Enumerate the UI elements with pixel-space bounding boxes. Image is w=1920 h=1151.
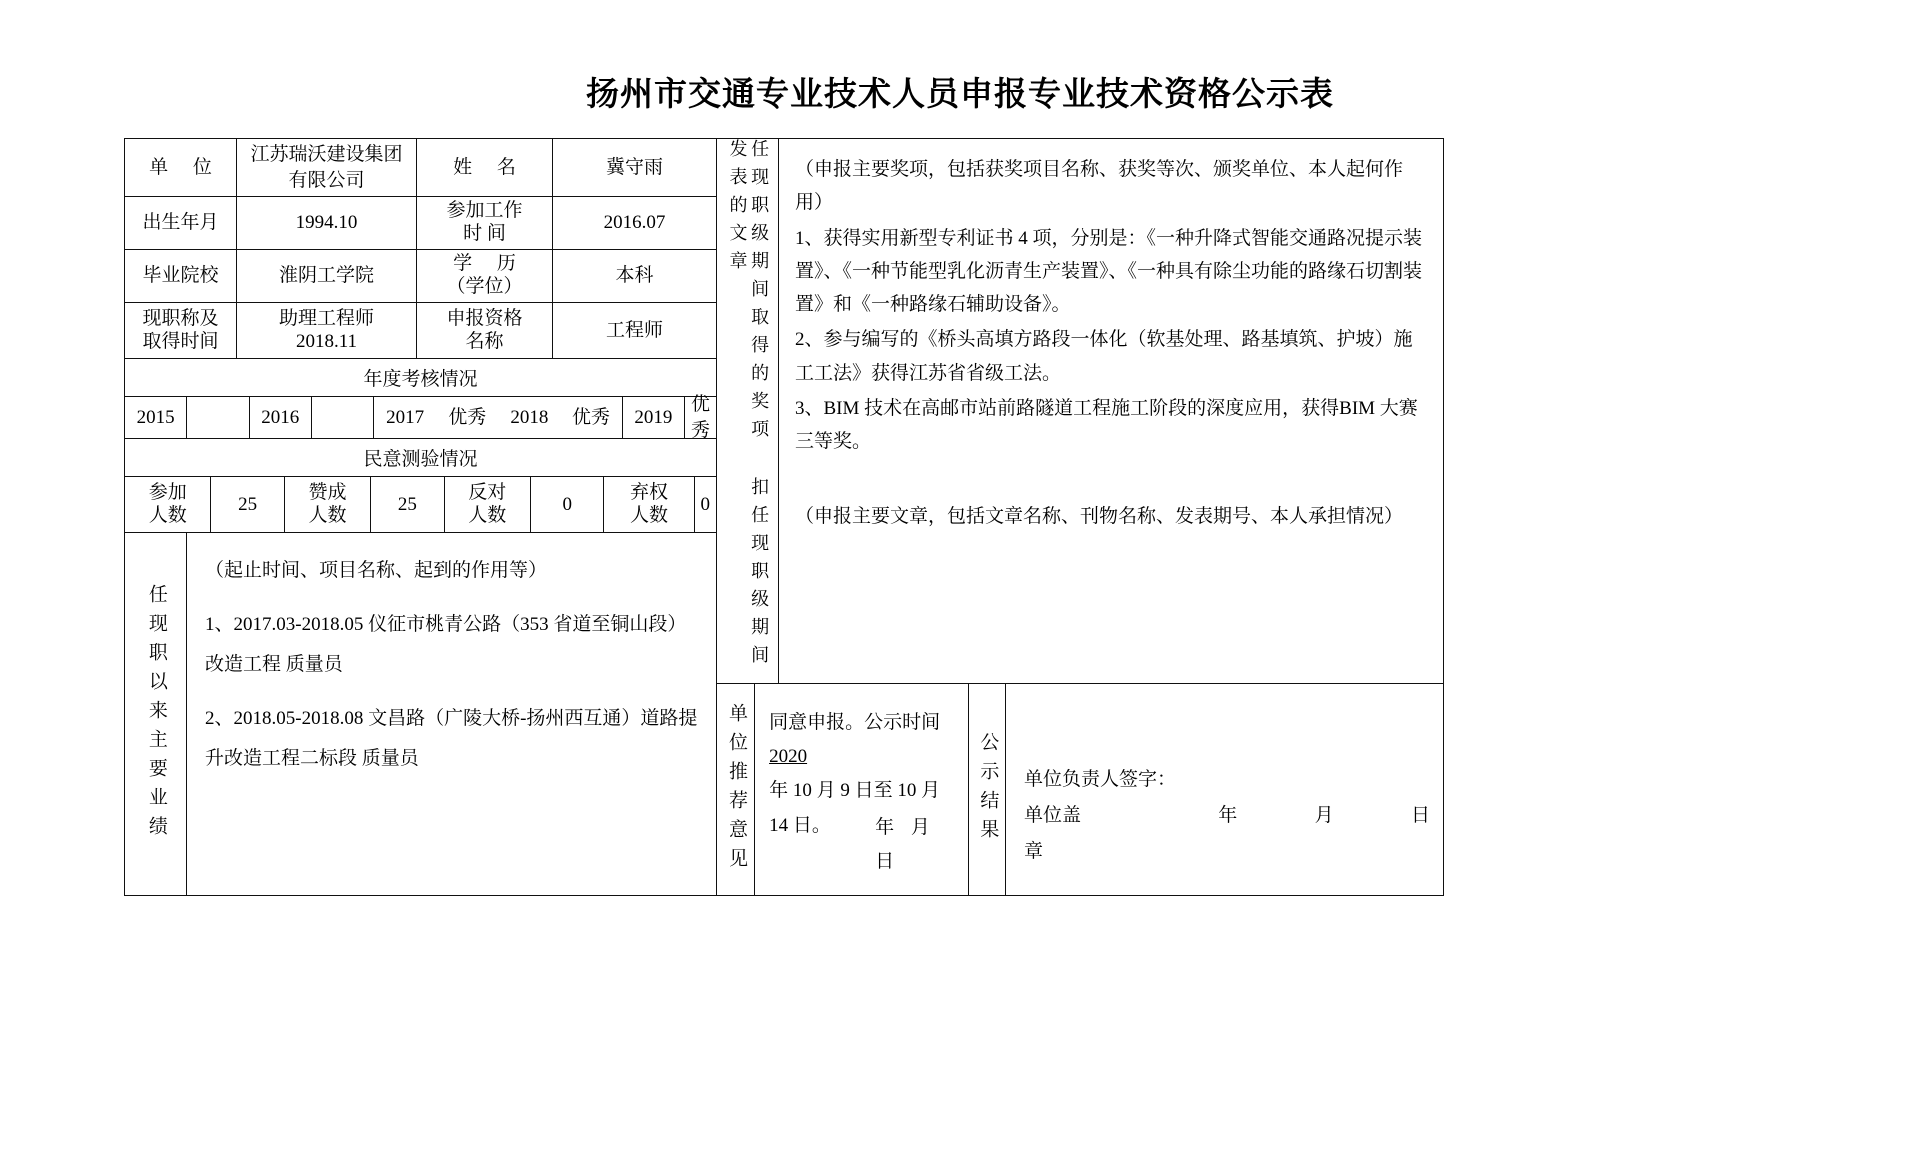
signature-stamp-label: 单位盖章 [1023, 805, 1081, 863]
poll-label-approve-line1: 赞成 [308, 481, 347, 503]
recommendation-section [717, 684, 1444, 895]
poll-label-approve-line2: 人数 [308, 504, 347, 526]
row-current-title-apply [125, 303, 716, 359]
awards-side-label [717, 139, 779, 683]
assessment-year-2016: 2016 [250, 397, 312, 438]
poll-label-oppose [445, 477, 531, 532]
recommendation-line-2: 年 10 月 9 日至 10 月 14 日。 [769, 780, 941, 836]
form-right-column [717, 139, 1444, 895]
signature-spacer-3 [1334, 798, 1411, 870]
row-assessment-header [125, 359, 716, 397]
signature-month: 月 [1314, 805, 1334, 827]
value-work-start: 2016.07 [603, 212, 666, 234]
label-birth: 出生年月 [125, 197, 237, 249]
result-side-label-text: 公示结果 [977, 731, 999, 848]
label-name: 姓 名 [417, 139, 553, 196]
poll-label-abstain [604, 477, 694, 532]
awards-section [717, 139, 1444, 684]
poll-label-abstain-line1: 弃权 [629, 481, 668, 503]
label-unit: 单 位 [125, 139, 237, 196]
label-degree [417, 250, 553, 302]
poll-value-participants: 25 [211, 477, 284, 532]
signature-line-1: 单位负责人签字： [1023, 769, 1176, 790]
value-current-title-line2: 2018.11 [295, 330, 358, 352]
assessment-year-2019: 2019 [623, 397, 685, 438]
achievements-item-2: 2、2018.05-2018.08 文昌路（广陵大桥-扬州西互通）道路提升改造工程二标段 质量员 [205, 707, 698, 769]
signature-line-2 [1024, 798, 1430, 870]
achievements-item-1: 1、2017.03-2018.05 仪征市桃青公路（353 省道至铜山段）改造工程 质量员 [205, 613, 687, 675]
awards-note: （申报主要奖项，包括获奖项目名称、获奖等次、颁奖单位、本人起何作用） [795, 159, 1404, 214]
signature-spacer-1 [1089, 798, 1218, 870]
row-birth-workstart [125, 197, 716, 250]
row-school-degree [125, 250, 716, 303]
assessment-year-2015: 2015 [125, 397, 187, 438]
row-assessment-values [125, 393, 716, 441]
value-degree: 本科 [615, 265, 654, 287]
label-work-start [417, 197, 553, 249]
value-birth: 1994.10 [237, 197, 417, 249]
awards-item-2: 2、参与编写的《桥头高填方路段一体化（软基处理、路基填筑、护坡）施工工法》获得江苏省省级工法。 [795, 329, 1413, 384]
label-work-start-line2: 时 间 [463, 223, 506, 244]
form-left-column [125, 139, 717, 895]
label-current-title [125, 303, 237, 358]
signature-year: 年 [1218, 805, 1238, 827]
label-degree-line2: （学位） [446, 276, 523, 297]
achievements-side-label [125, 533, 187, 895]
page-title: 扬州市交通专业技术人员申报专业技术资格公示表 [586, 75, 1334, 112]
row-unit-name [125, 139, 716, 197]
assessment-result-2019: 优秀 [690, 393, 710, 441]
poll-value-approve: 25 [371, 477, 444, 532]
label-apply-title [417, 303, 553, 358]
result-side-label [969, 684, 1006, 895]
recommendation-date-line: 年 月 日 [875, 816, 936, 872]
application-form [124, 138, 1444, 896]
assessment-year-2017: 2017 [386, 406, 425, 428]
recommendation-body [755, 684, 969, 895]
awards-item-3: 3、BIM 技术在高邮市站前路隧道工程施工阶段的深度应用，获得BIM 大赛三等奖。 [795, 397, 1418, 452]
poll-header: 民意测验情况 [363, 449, 478, 470]
label-work-start-line1: 参加工作 [446, 200, 523, 222]
assessment-year-2018: 2018 [510, 406, 549, 428]
poll-label-participants-line1: 参加 [148, 481, 187, 503]
poll-label-participants [125, 477, 211, 532]
label-apply-title-line2: 名称 [465, 330, 504, 352]
signature-day: 日 [1410, 805, 1430, 827]
value-unit: 江苏瑞沃建设集团有限公司 [237, 139, 417, 196]
recommendation-text-1: 同意申报。公示时间 [769, 712, 941, 733]
row-poll-values [125, 477, 716, 533]
value-apply-title: 工程师 [605, 319, 663, 341]
value-school: 淮阴工学院 [237, 250, 417, 302]
poll-label-abstain-line2: 人数 [629, 504, 668, 526]
label-apply-title-line1: 申报资格 [446, 307, 523, 329]
row-poll-header [125, 439, 716, 477]
signature-body [1006, 684, 1444, 895]
assessment-result-2018: 优秀 [560, 397, 622, 438]
recommendation-line-1 [769, 706, 958, 774]
value-current-title [237, 303, 417, 358]
poll-value-oppose: 0 [531, 477, 604, 532]
label-current-title-line2: 取得时间 [142, 330, 219, 352]
poll-label-oppose-line1: 反对 [468, 481, 507, 503]
achievements-side-label-text: 任现职以来主要业绩 [145, 583, 167, 845]
assessment-header: 年度考核情况 [363, 369, 478, 390]
label-degree-line1: 学 历 [453, 253, 526, 275]
value-name: 冀守雨 [605, 156, 663, 178]
awards-side-label-text: 任现职级期间取得的奖项 扣任现职级期间发表的文章 [727, 139, 770, 673]
assessment-result-2017: 优秀 [448, 406, 487, 428]
awards-spacer [795, 460, 1426, 500]
achievements-body [187, 533, 716, 895]
poll-label-participants-line2: 人数 [148, 504, 187, 526]
poll-value-abstain: 0 [700, 493, 711, 515]
recommendation-public-year: 2020 [769, 746, 808, 768]
recommendation-side-label [717, 684, 755, 895]
poll-label-approve [285, 477, 371, 532]
awards-item-1: 1、获得实用新型专利证书 4 项，分别是：《一种升降式智能交通路况提示装置》、《一种节能型乳化沥青生产装置》、《一种具有除尘功能的路缘石切割装置》和《一种路缘石辅助设备》。 [795, 227, 1423, 315]
achievements-note: （起止时间、项目名称、起到的作用等） [205, 560, 548, 581]
value-current-title-line1: 助理工程师 [278, 307, 374, 329]
recommendation-side-label-text: 单位推荐意见 [725, 702, 747, 877]
signature-spacer-2 [1237, 798, 1314, 870]
assessment-result-2015 [187, 397, 249, 438]
assessment-result-2016 [312, 397, 374, 438]
label-current-title-line1: 现职称及 [142, 307, 219, 329]
articles-note: （申报主要文章，包括文章名称、刊物名称、发表期号、本人承担情况） [795, 506, 1404, 528]
poll-label-oppose-line2: 人数 [468, 504, 507, 526]
label-school: 毕业院校 [125, 250, 237, 302]
awards-body [779, 139, 1444, 683]
achievements-section [125, 533, 716, 895]
